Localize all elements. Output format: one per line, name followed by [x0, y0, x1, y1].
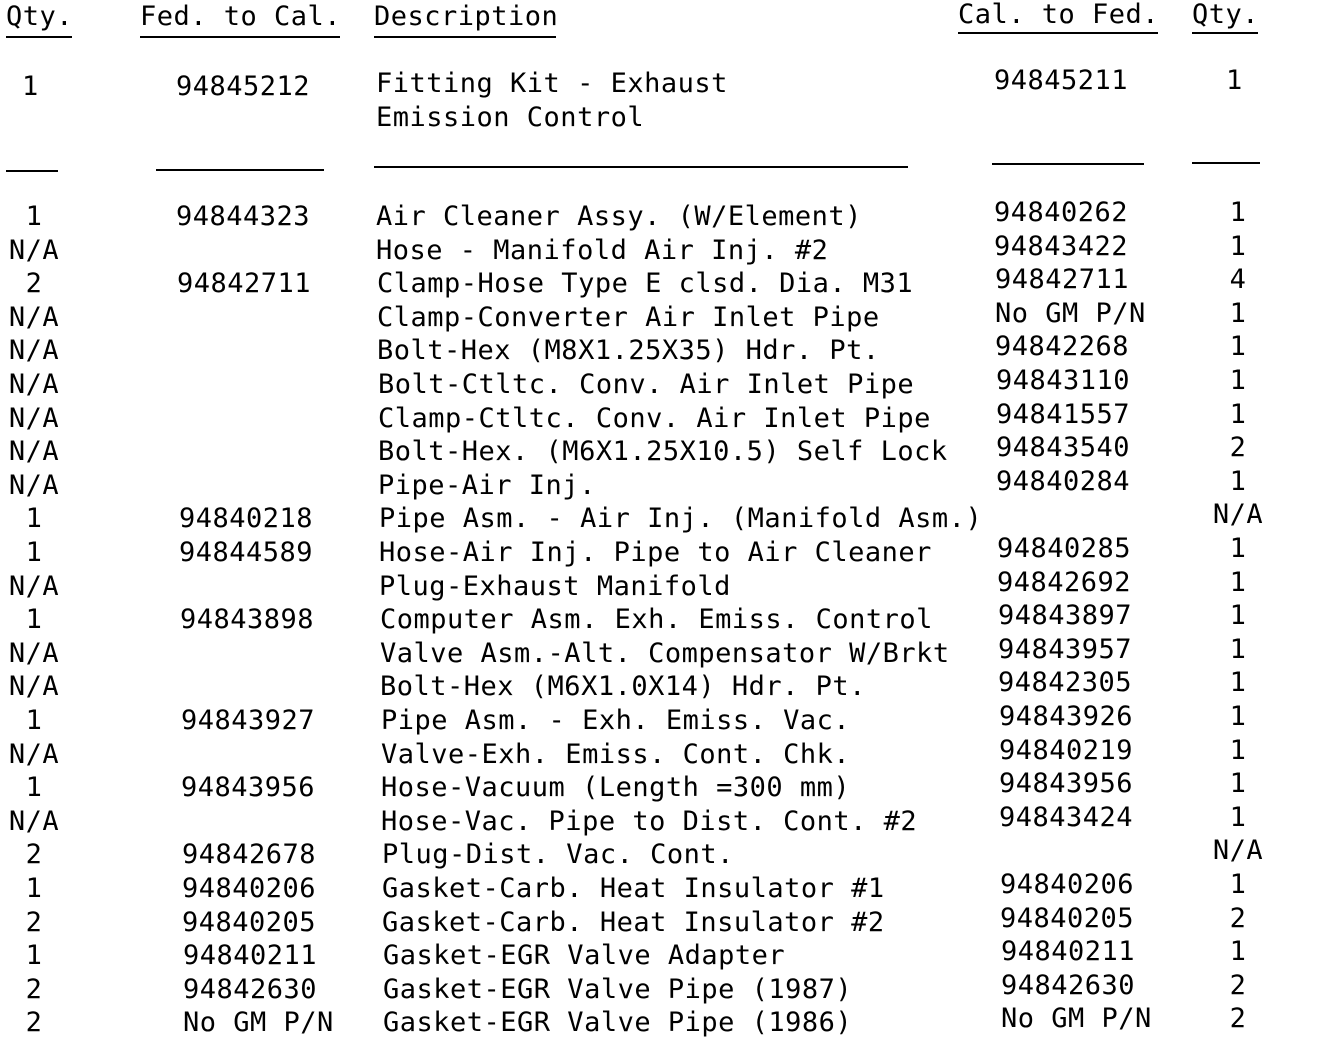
row-fed-to-cal: 94842630 — [183, 974, 318, 1005]
row-qty-left: N/A — [8, 571, 60, 602]
row-description: Plug-Exhaust Manifold — [379, 571, 731, 602]
row-qty-right: 1 — [1229, 466, 1247, 497]
row-qty-left: N/A — [8, 436, 60, 467]
row-qty-left: 1 — [25, 873, 43, 904]
row-qty-left: 2 — [25, 839, 43, 870]
row-cal-to-fed: 94840285 — [997, 533, 1132, 564]
row-description: Valve-Exh. Emiss. Cont. Chk. — [381, 739, 851, 770]
row-description: Pipe Asm. - Air Inj. (Manifold Asm.) — [379, 503, 983, 534]
row-fed-to-cal: 94844323 — [176, 201, 311, 232]
row-qty-left: 1 — [25, 604, 43, 635]
separator-description — [374, 166, 908, 168]
kit-description-line2: Emission Control — [376, 102, 645, 133]
row-qty-right: 1 — [1229, 701, 1247, 732]
row-qty-left: 1 — [25, 503, 43, 534]
row-cal-to-fed: No GM P/N — [1001, 1003, 1152, 1034]
row-cal-to-fed: 94843422 — [994, 231, 1129, 262]
row-qty-left: 1 — [25, 705, 43, 736]
row-qty-right: 1 — [1229, 936, 1247, 967]
row-description: Gasket-Carb. Heat Insulator #2 — [382, 907, 885, 938]
row-description: Hose-Vacuum (Length =300 mm) — [381, 772, 851, 803]
kit-fed-to-cal: 94845212 — [176, 71, 311, 102]
row-description: Hose - Manifold Air Inj. #2 — [376, 235, 829, 266]
row-qty-left: N/A — [8, 806, 60, 837]
kit-qty-left: 1 — [22, 71, 39, 102]
header-qty-left-underline — [6, 36, 72, 38]
row-qty-right: 1 — [1229, 634, 1247, 665]
row-qty-right: 1 — [1229, 600, 1247, 631]
header-description-underline — [374, 36, 556, 38]
header-description: Description — [374, 1, 559, 32]
row-cal-to-fed: 94841557 — [996, 399, 1131, 430]
row-fed-to-cal: 94840218 — [179, 503, 314, 534]
row-fed-to-cal: No GM P/N — [183, 1007, 334, 1038]
row-qty-right: 2 — [1229, 432, 1247, 463]
row-qty-left: N/A — [8, 369, 60, 400]
row-qty-left: 2 — [25, 974, 43, 1005]
row-cal-to-fed: 94843540 — [996, 432, 1131, 463]
row-qty-left: N/A — [8, 638, 60, 669]
row-fed-to-cal: 94840206 — [182, 873, 317, 904]
row-description: Air Cleaner Assy. (W/Element) — [376, 201, 862, 232]
row-description: Pipe Asm. - Exh. Emiss. Vac. — [381, 705, 851, 736]
row-qty-left: N/A — [8, 739, 60, 770]
row-qty-right: 1 — [1229, 735, 1247, 766]
row-description: Gasket-EGR Valve Adapter — [383, 940, 786, 971]
row-qty-right: 1 — [1229, 567, 1247, 598]
row-qty-right: N/A — [1212, 835, 1264, 866]
row-fed-to-cal: 94842711 — [177, 268, 312, 299]
row-qty-right: N/A — [1212, 499, 1264, 530]
row-description: Bolt-Ctltc. Conv. Air Inlet Pipe — [378, 369, 915, 400]
row-fed-to-cal: 94843927 — [181, 705, 316, 736]
row-description: Gasket-EGR Valve Pipe (1986) — [383, 1007, 853, 1038]
row-qty-left: 1 — [25, 537, 43, 568]
row-cal-to-fed: No GM P/N — [995, 298, 1146, 329]
row-cal-to-fed: 94842711 — [995, 264, 1130, 295]
row-fed-to-cal: 94843898 — [180, 604, 315, 635]
header-cal-to-fed-underline — [958, 32, 1158, 34]
row-cal-to-fed: 94843956 — [999, 768, 1134, 799]
row-cal-to-fed: 94843424 — [999, 802, 1134, 833]
row-qty-right: 1 — [1229, 298, 1247, 329]
row-description: Computer Asm. Exh. Emiss. Control — [380, 604, 933, 635]
row-description: Bolt-Hex (M6X1.0X14) Hdr. Pt. — [380, 671, 866, 702]
row-cal-to-fed: 94843897 — [998, 600, 1133, 631]
kit-cal-to-fed: 94845211 — [994, 65, 1129, 96]
row-description: Clamp-Ctltc. Conv. Air Inlet Pipe — [378, 403, 931, 434]
row-fed-to-cal: 94840205 — [182, 907, 317, 938]
row-qty-right: 1 — [1229, 768, 1247, 799]
row-qty-left: N/A — [8, 671, 60, 702]
row-cal-to-fed: 94842305 — [998, 667, 1133, 698]
row-qty-left: 2 — [25, 268, 43, 299]
row-qty-right: 4 — [1229, 264, 1247, 295]
kit-description-line1: Fitting Kit - Exhaust — [376, 68, 728, 99]
row-cal-to-fed: 94843926 — [999, 701, 1134, 732]
row-cal-to-fed: 94843110 — [996, 365, 1131, 396]
row-description: Gasket-Carb. Heat Insulator #1 — [382, 873, 885, 904]
row-qty-left: N/A — [8, 335, 60, 366]
row-qty-left: N/A — [8, 403, 60, 434]
row-fed-to-cal: 94844589 — [179, 537, 314, 568]
row-fed-to-cal: 94842678 — [182, 839, 317, 870]
row-qty-right: 1 — [1229, 802, 1247, 833]
header-fed-to-cal-underline — [140, 36, 340, 38]
row-fed-to-cal: 94840211 — [183, 940, 318, 971]
row-description: Clamp-Converter Air Inlet Pipe — [377, 302, 880, 333]
row-qty-left: N/A — [8, 235, 60, 266]
row-qty-right: 1 — [1229, 365, 1247, 396]
row-qty-right: 1 — [1229, 869, 1247, 900]
row-qty-right: 2 — [1229, 1003, 1247, 1034]
row-description: Hose-Vac. Pipe to Dist. Cont. #2 — [381, 806, 918, 837]
header-cal-to-fed: Cal. to Fed. — [958, 0, 1160, 30]
row-qty-left: N/A — [8, 302, 60, 333]
row-qty-right: 2 — [1229, 970, 1247, 1001]
row-cal-to-fed: 94840206 — [1000, 869, 1135, 900]
separator-fed-to-cal — [156, 169, 324, 171]
row-description: Plug-Dist. Vac. Cont. — [382, 839, 734, 870]
row-description: Bolt-Hex. (M6X1.25X10.5) Self Lock — [378, 436, 948, 467]
row-description: Gasket-EGR Valve Pipe (1987) — [383, 974, 853, 1005]
row-description: Pipe-Air Inj. — [378, 470, 596, 501]
row-description: Valve Asm.-Alt. Compensator W/Brkt — [380, 638, 950, 669]
row-description: Bolt-Hex (M8X1.25X35) Hdr. Pt. — [377, 335, 880, 366]
row-cal-to-fed: 94842630 — [1001, 970, 1136, 1001]
row-qty-left: 1 — [25, 940, 43, 971]
row-cal-to-fed: 94840262 — [994, 197, 1129, 228]
row-description: Hose-Air Inj. Pipe to Air Cleaner — [379, 537, 932, 568]
separator-cal-to-fed — [992, 163, 1144, 165]
row-qty-right: 1 — [1229, 197, 1247, 228]
row-qty-left: 2 — [25, 1007, 43, 1038]
row-fed-to-cal: 94843956 — [181, 772, 316, 803]
separator-qty-right — [1192, 162, 1260, 164]
row-cal-to-fed: 94842692 — [997, 567, 1132, 598]
separator-qty-left — [6, 170, 58, 172]
row-cal-to-fed: 94840284 — [996, 466, 1131, 497]
header-qty-left: Qty. — [6, 1, 74, 32]
row-qty-right: 1 — [1229, 667, 1247, 698]
row-qty-right: 1 — [1229, 331, 1247, 362]
header-qty-right: Qty. — [1192, 0, 1260, 30]
row-qty-right: 1 — [1229, 533, 1247, 564]
row-cal-to-fed: 94840219 — [999, 735, 1134, 766]
row-cal-to-fed: 94842268 — [995, 331, 1130, 362]
row-qty-left: 1 — [25, 772, 43, 803]
kit-qty-right: 1 — [1226, 65, 1243, 96]
row-cal-to-fed: 94840205 — [1000, 903, 1135, 934]
row-qty-right: 1 — [1229, 231, 1247, 262]
row-cal-to-fed: 94840211 — [1001, 936, 1136, 967]
row-description: Clamp-Hose Type E clsd. Dia. M31 — [377, 268, 914, 299]
header-qty-right-underline — [1192, 32, 1258, 34]
row-qty-right: 1 — [1229, 399, 1247, 430]
row-qty-left: 1 — [25, 201, 43, 232]
row-qty-right: 2 — [1229, 903, 1247, 934]
row-cal-to-fed: 94843957 — [998, 634, 1133, 665]
row-qty-left: 2 — [25, 907, 43, 938]
header-fed-to-cal: Fed. to Cal. — [140, 1, 342, 32]
row-qty-left: N/A — [8, 470, 60, 501]
